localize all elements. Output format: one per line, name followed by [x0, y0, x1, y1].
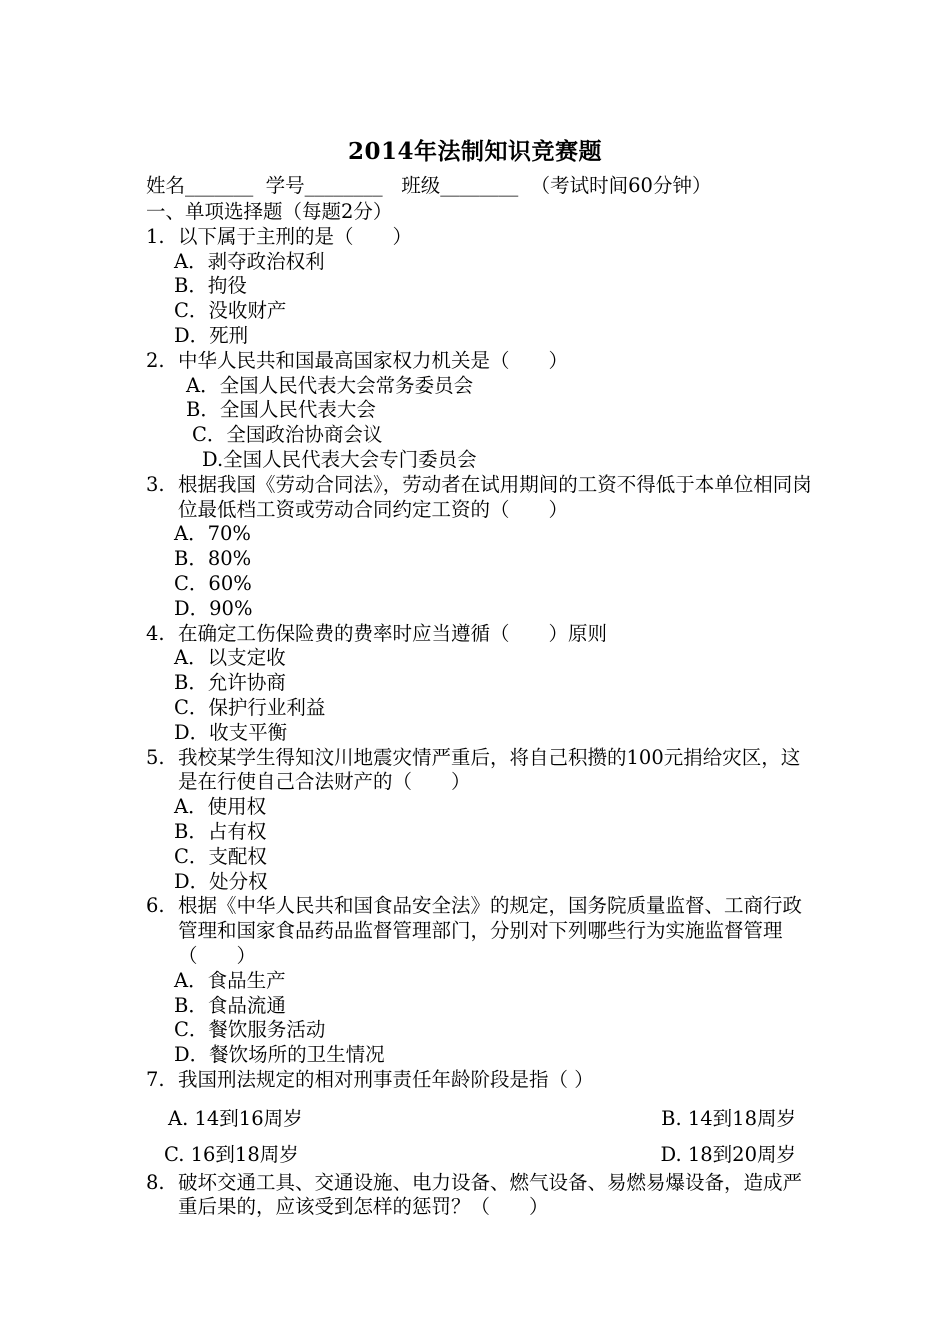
option: C．支配权 — [174, 844, 267, 868]
question-text: 在确定工伤保险费的费率时应当遵循（ ）原则 — [178, 621, 608, 645]
question-number: 4. — [146, 621, 165, 645]
question — [146, 473, 816, 523]
question-text: 我校某学生得知汶川地震灾情严重后，将自己积攒的100元捐给灾区，这是在行使自己合法财产的（ ） — [178, 745, 801, 794]
section-title: 一、单项选择题（每题2分） — [146, 200, 393, 223]
option: A．食品生产 — [174, 968, 286, 992]
option: A．全国人民代表大会常务委员会 — [186, 373, 474, 397]
option: C．60% — [174, 571, 252, 595]
question-number: 8. — [146, 1170, 165, 1194]
question — [146, 746, 816, 796]
question-text: 破坏交通工具、交通设施、电力设备、燃气设备、易燃易爆设备，造成严重后果的，应该受到怎样的惩罚？（ ） — [178, 1170, 803, 1219]
question — [146, 1171, 816, 1221]
question — [146, 1068, 816, 1093]
question-text: 根据《中华人民共和国食品安全法》的规定，国务院质量监督、工商行政管理和国家食品药品监督管理部门，分别对下列哪些行为实施监督管理（ ） — [178, 894, 803, 967]
question-text: 根据我国《劳动合同法》，劳动者在试用期间的工资不得低于本单位相同岗位最低档工资或劳动合同约定工资的（ ） — [178, 472, 812, 521]
option: A．70% — [174, 522, 251, 546]
option: D．90% — [174, 596, 253, 620]
option: C．保护行业利益 — [174, 695, 326, 719]
question — [146, 894, 816, 968]
option: D．餐饮场所的卫生情况 — [174, 1043, 385, 1067]
option: B. 14到18周岁 — [661, 1106, 796, 1130]
option: A．使用权 — [174, 795, 267, 819]
option: B．全国人民代表大会 — [186, 398, 376, 422]
page-title: 2014年法制知识竞赛题 — [347, 138, 602, 165]
question-number: 3. — [146, 472, 165, 496]
student-info-line: 姓名_______ 学号________ 班级________ （考试时间60分钟） — [146, 174, 712, 197]
question-number: 2. — [146, 348, 165, 372]
question — [146, 225, 816, 250]
question-text: 我国刑法规定的相对刑事责任年龄阶段是指（ ） — [178, 1067, 594, 1091]
question — [146, 349, 816, 374]
option: D．死刑 — [174, 323, 249, 347]
option: C．没收财产 — [174, 299, 287, 323]
question-text: 中华人民共和国最高国家权力机关是（ ） — [178, 348, 569, 372]
question-number: 5. — [146, 745, 165, 769]
option: C. 16到18周岁 — [164, 1142, 299, 1166]
option: D．处分权 — [174, 869, 268, 893]
option: D. 18到20周岁 — [660, 1142, 796, 1166]
option: B．食品流通 — [174, 993, 286, 1017]
option-row — [146, 1103, 816, 1135]
option: B．占有权 — [174, 819, 267, 843]
question-list — [146, 200, 816, 1220]
question-number: 1. — [146, 224, 165, 248]
question-text: 以下属于主刑的是（ ） — [178, 224, 413, 248]
option: A．剥夺政治权利 — [174, 249, 325, 273]
question-number: 6. — [146, 894, 165, 918]
option: B．拘役 — [174, 274, 247, 298]
option: C．全国政治协商会议 — [192, 423, 383, 447]
option: B．允许协商 — [174, 671, 286, 695]
option: D．收支平衡 — [174, 720, 288, 744]
option: A. 14到16周岁 — [168, 1106, 303, 1130]
question-number: 7. — [146, 1067, 165, 1091]
option: A．以支定收 — [174, 646, 286, 670]
option: D.全国人民代表大会专门委员会 — [202, 447, 477, 471]
question — [146, 622, 816, 647]
option: C．餐饮服务活动 — [174, 1018, 326, 1042]
option: B．80% — [174, 547, 252, 571]
option-row — [146, 1139, 816, 1171]
